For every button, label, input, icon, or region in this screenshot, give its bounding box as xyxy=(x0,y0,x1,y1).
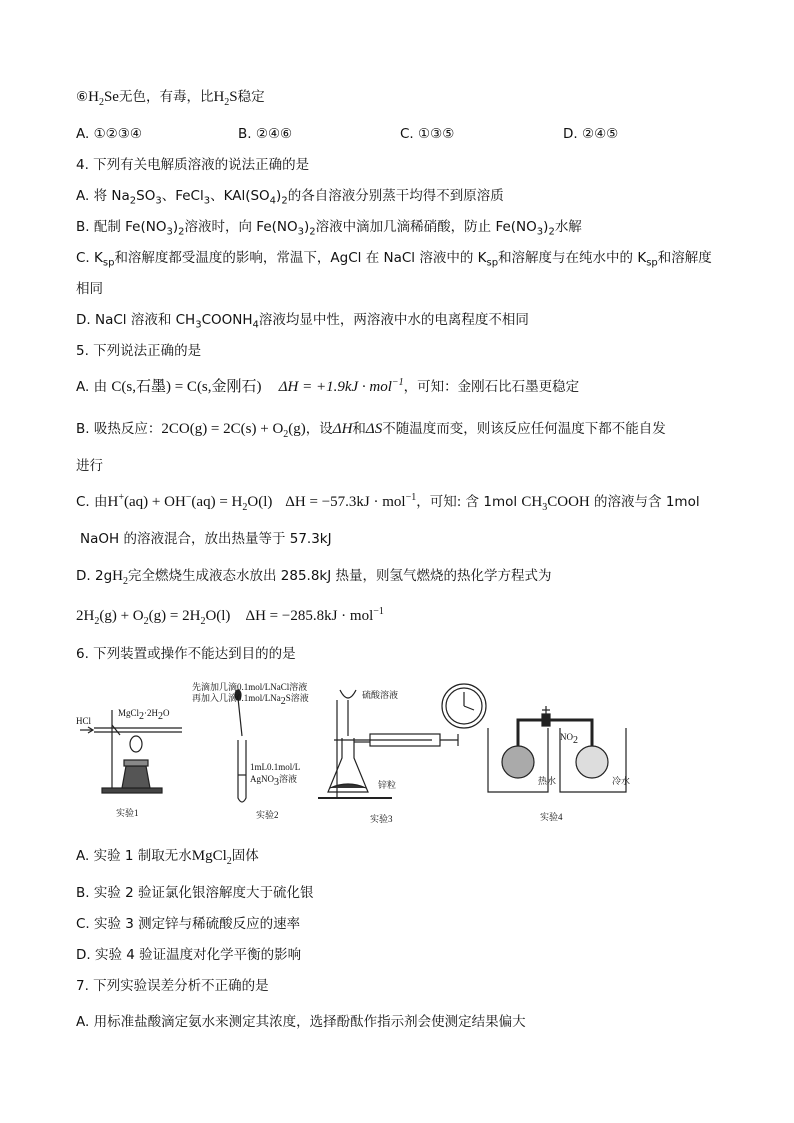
exp3-zinc-label: 锌粒 xyxy=(378,780,397,790)
q3-option-b: B. ②④⑥ xyxy=(238,126,293,142)
exp4-cold-water-label: 冷水 xyxy=(612,776,631,786)
q4-option-d: D. NaCl 溶液和 $CH_3COONH_4$溶液均显中性，两溶液中水的电离程度不相同 xyxy=(76,312,529,331)
q6-apparatus-figure xyxy=(72,680,732,830)
q4-stem: 4. 下列有关电解质溶液的说法正确的是 xyxy=(76,157,310,173)
q4-option-b: B. 配制 $Fe(NO_3)_2$溶液时，向 $Fe(NO_3)_2$溶液中滴加几滴稀硝酸，防止 $Fe(NO_3)_2$水解 xyxy=(76,219,582,238)
q5-option-b-cont: 进行 xyxy=(76,458,103,474)
exp1-hcl-label: HCl xyxy=(76,716,92,726)
q5-option-b: B. 吸热反应：$2CO(g) = 2C(s) + O_2(g)$，设ΔH和ΔS不随温度而变，则该反应任何温度下都不能自发 xyxy=(76,421,666,440)
exp1-burner-flame xyxy=(130,736,142,752)
exp2-test-tube xyxy=(238,740,246,802)
exp1-caption: 实验1 xyxy=(116,808,139,818)
exp3-caption: 实验3 xyxy=(370,814,393,824)
exp2-solution-label: 1mL0.1mol/L AgNO$_3$溶液 xyxy=(250,762,301,788)
exp2-step2-label: 再加入几滴0.1mol/LNa$_2$S溶液 xyxy=(192,693,309,707)
q3-option-c: C. ①③⑤ xyxy=(400,126,455,142)
exp4-cold-flask xyxy=(576,746,608,778)
exp3-acid-label: 硫酸溶液 xyxy=(362,690,399,700)
q5-option-d-equation: $2H_2(g) + O_2(g) = 2H_2O(l)$ ΔH = −285.8kJ · mol$^{-1}$ xyxy=(76,606,384,627)
q3-option-d: D. ②④⑤ xyxy=(563,126,619,142)
q5-option-c-cont: NaOH 的溶液混合，放出热量等于 57.3kJ xyxy=(80,531,332,547)
q6-option-d: D. 实验 4 验证温度对化学平衡的影响 xyxy=(76,947,302,963)
exp1-stand-base xyxy=(102,788,162,793)
q3-option-a: A. ①②③④ xyxy=(76,126,142,142)
q4-option-a: A. 将 $Na_2SO_3$、FeCl$_3$、$KAl(SO_4)_2$的各自溶液分别蒸干均得不到原溶质 xyxy=(76,188,504,207)
q3-statement-6: $⑥H_2Se$无色，有毒，比$H_2S$稳定 xyxy=(76,89,265,108)
q5-option-d: D. $2gH_2$完全燃烧生成液态水放出 285.8kJ 热量，则氢气燃烧的热化学方程式为 xyxy=(76,568,552,587)
exp2-step1-label: 先滴加几滴0.1mol/LNaCl溶液 xyxy=(192,682,308,692)
q5-stem: 5. 下列说法正确的是 xyxy=(76,343,202,359)
q4-option-c: C. $K_{sp}$和溶解度都受温度的影响，常温下，AgCl 在 NaCl 溶液中的 $K_{sp}$和溶解度与在纯水中的 $K_{sp}$和溶解度 xyxy=(76,250,712,269)
q6-option-b: B. 实验 2 验证氯化银溶解度大于硫化银 xyxy=(76,885,314,901)
q7-option-a: A. 用标准盐酸滴定氨水来测定其浓度，选择酚酞作指示剂会使测定结果偏大 xyxy=(76,1014,526,1030)
exp4-hot-water-label: 热水 xyxy=(538,776,557,786)
exp4-caption: 实验4 xyxy=(540,812,563,822)
q5-option-c: C. 由$H^+(aq) + OH^-(aq) = H_2O(l)$ ΔH = −57.3kJ · mol$^{-1}$，可知: 含 1mol $CH_3COOH$ 的溶液与含 1mol xyxy=(76,492,700,513)
q6-option-c: C. 实验 3 测定锌与稀硫酸反应的速率 xyxy=(76,916,301,932)
q7-stem: 7. 下列实验误差分析不正确的是 xyxy=(76,978,269,994)
exp4-no2-label: $NO_2$ xyxy=(560,732,578,746)
q6-option-a: A. 实验 1 制取无水MgCl$_2$固体 xyxy=(76,848,259,867)
q4-option-c-cont: 相同 xyxy=(76,281,103,297)
apparatus-diagram xyxy=(72,680,732,830)
q5-option-a: A. 由 C(s,石墨) = C(s,金刚石) ΔH = +1.9kJ · mol$^{-1}$，可知：金刚石比石墨更稳定 xyxy=(76,377,580,395)
exp1-reagent-label: $MgCl_2\cdot 2H_2O$ xyxy=(118,708,170,722)
exp1-burner xyxy=(122,766,150,788)
q6-stem: 6. 下列装置或操作不能达到目的的是 xyxy=(76,646,296,662)
exp4-hot-flask xyxy=(502,746,534,778)
exp4-connecting-tube xyxy=(518,720,592,746)
exp4-clamp xyxy=(542,714,550,726)
exp2-caption: 实验2 xyxy=(256,810,279,820)
